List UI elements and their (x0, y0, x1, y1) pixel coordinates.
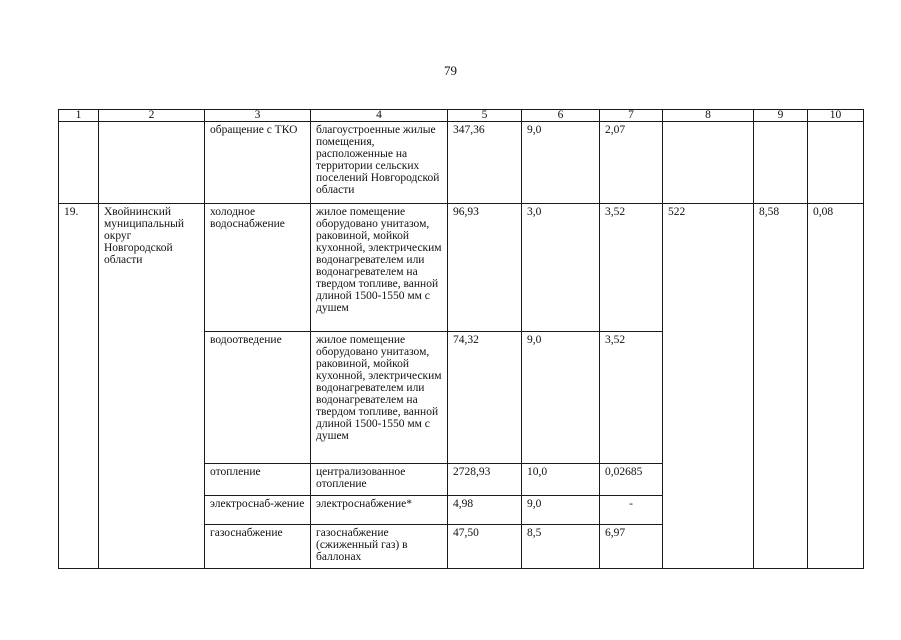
column-number: 1 (59, 110, 99, 122)
value-cell-7: 3,52 (600, 204, 663, 332)
column-number: 10 (808, 110, 864, 122)
value-cell-9 (754, 122, 808, 204)
value-cell-6: 9,0 (522, 122, 600, 204)
service-cell: обращение с ТКО (205, 122, 311, 204)
column-number: 2 (99, 110, 205, 122)
column-number: 4 (311, 110, 448, 122)
municipality-cell: Хвойнинский муниципальный округ Новгородской области (99, 204, 205, 569)
description-cell: централизованное отопление (311, 464, 448, 496)
value-cell-7: - (600, 496, 663, 525)
service-cell: электроснаб-жение (205, 496, 311, 525)
description-cell: жилое помещение оборудовано унитазом, раковиной, мойкой кухонной, электрическим водонагревателем или водонагревателем на твердом топливе, ванной длиной 1500-1550 мм с душем (311, 204, 448, 332)
column-number-row (59, 110, 864, 122)
value-cell-7: 0,02685 (600, 464, 663, 496)
value-cell-9: 8,58 (754, 204, 808, 569)
column-number: 7 (600, 110, 663, 122)
table-row (59, 204, 864, 332)
description-cell: благоустроенные жилые помещения, расположенные на территории сельских поселений Новгородской области (311, 122, 448, 204)
value-cell-8 (663, 122, 754, 204)
page-number: 79 (444, 63, 457, 78)
description-cell: газоснабжение (сжиженный газ) в баллонах (311, 525, 448, 569)
value-cell-5: 47,50 (448, 525, 522, 569)
value-cell-5: 4,98 (448, 496, 522, 525)
column-number: 6 (522, 110, 600, 122)
value-cell-6: 3,0 (522, 204, 600, 332)
column-number: 8 (663, 110, 754, 122)
column-number: 9 (754, 110, 808, 122)
value-cell-8: 522 (663, 204, 754, 569)
value-cell-6: 9,0 (522, 496, 600, 525)
value-cell-10: 0,08 (808, 204, 864, 569)
table-row (59, 122, 864, 204)
column-number: 5 (448, 110, 522, 122)
service-cell: отопление (205, 464, 311, 496)
value-cell-7: 6,97 (600, 525, 663, 569)
service-cell: газоснабжение (205, 525, 311, 569)
value-cell-7: 2,07 (600, 122, 663, 204)
row-number-cell: 19. (59, 204, 99, 569)
tariff-table (58, 109, 864, 569)
description-cell: жилое помещение оборудовано унитазом, раковиной, мойкой кухонной, электрическим водонагревателем или водонагревателем на твердом топливе, ванной длиной 1500-1550 мм с душем (311, 332, 448, 464)
service-cell: холодное водоснабжение (205, 204, 311, 332)
value-cell-5: 74,32 (448, 332, 522, 464)
value-cell-6: 9,0 (522, 332, 600, 464)
value-cell-10 (808, 122, 864, 204)
column-number: 3 (205, 110, 311, 122)
value-cell-5: 347,36 (448, 122, 522, 204)
value-cell-6: 8,5 (522, 525, 600, 569)
service-cell: водоотведение (205, 332, 311, 464)
row-number-cell (59, 122, 99, 204)
value-cell-6: 10,0 (522, 464, 600, 496)
municipality-cell (99, 122, 205, 204)
value-cell-5: 2728,93 (448, 464, 522, 496)
value-cell-7: 3,52 (600, 332, 663, 464)
description-cell: электроснабжение* (311, 496, 448, 525)
value-cell-5: 96,93 (448, 204, 522, 332)
